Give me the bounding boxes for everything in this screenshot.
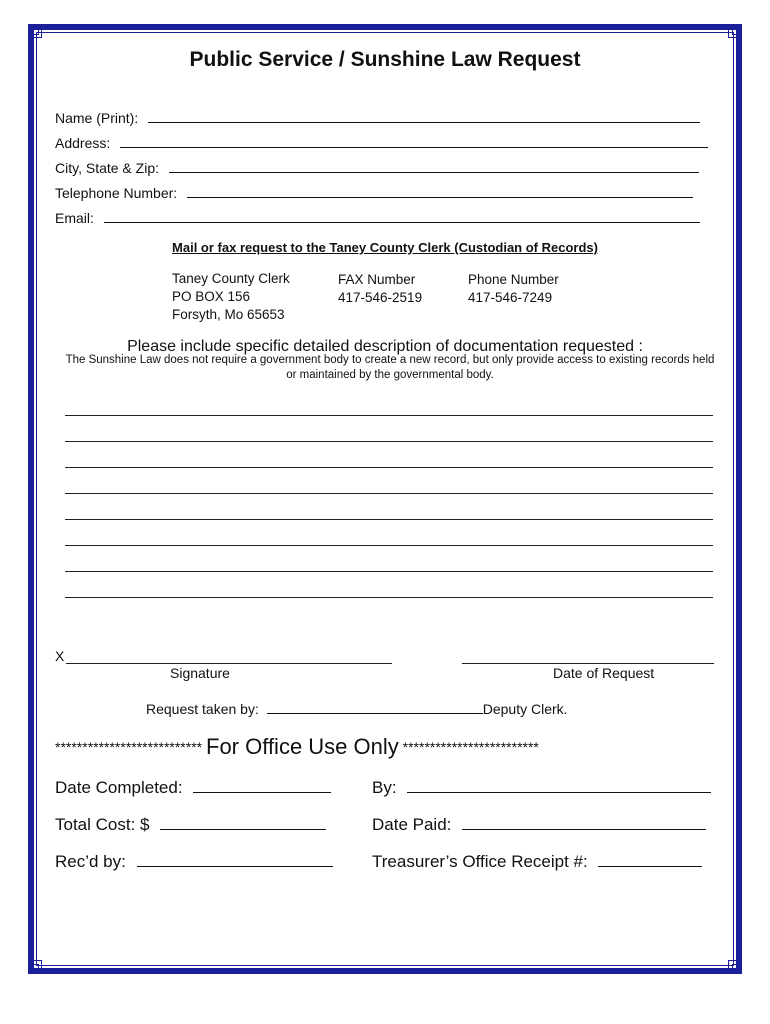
sunshine-note: The Sunshine Law does not require a government body to create a new record, but only provide access to existing records held or maintained by the governmental body.	[65, 354, 715, 381]
description-line[interactable]	[65, 441, 713, 442]
description-line[interactable]	[65, 597, 713, 598]
by-label: By:	[372, 778, 397, 797]
corner-ornament-bottom-right	[728, 960, 742, 974]
address-line[interactable]	[120, 136, 708, 148]
telephone-label: Telephone Number:	[55, 185, 178, 201]
corner-ornament-bottom-left	[28, 960, 42, 974]
total-cost-field[interactable]	[55, 815, 326, 835]
date-completed-label: Date Completed:	[55, 778, 183, 797]
clerk-address	[172, 270, 290, 324]
date-completed-field[interactable]	[55, 778, 331, 798]
date-paid-field[interactable]	[372, 815, 706, 835]
date-of-request-line[interactable]	[462, 663, 714, 664]
recd-by-field[interactable]	[55, 852, 333, 872]
telephone-line[interactable]	[187, 186, 693, 198]
name-field[interactable]	[55, 110, 700, 126]
by-field[interactable]	[372, 778, 711, 798]
date-of-request-label: Date of Request	[553, 665, 655, 681]
fax-label: FAX Number	[338, 272, 416, 287]
receipt-line[interactable]	[598, 855, 702, 867]
city-field[interactable]	[55, 160, 699, 176]
total-cost-line[interactable]	[160, 818, 326, 830]
phone-number: 417-546-7249	[468, 290, 553, 305]
city-line[interactable]	[169, 161, 699, 173]
clerk-city: Forsyth, Mo 65653	[172, 307, 285, 322]
email-field[interactable]	[55, 210, 700, 226]
date-completed-line[interactable]	[193, 781, 331, 793]
description-line[interactable]	[65, 493, 713, 494]
signature-line[interactable]	[66, 663, 392, 664]
description-line[interactable]	[65, 519, 713, 520]
deputy-clerk-label: Deputy Clerk.	[482, 701, 568, 717]
form-title: Public Service / Sunshine Law Request	[189, 48, 581, 71]
clerk-name: Taney County Clerk	[172, 271, 290, 286]
signature-x-mark: X	[55, 648, 65, 664]
fax-number: 417-546-2519	[338, 290, 423, 305]
request-taken-line[interactable]	[267, 702, 483, 714]
address-field[interactable]	[55, 135, 708, 151]
by-line[interactable]	[407, 781, 711, 793]
corner-ornament-top-right	[728, 24, 742, 38]
office-use-title: For Office Use Only	[206, 734, 399, 759]
receipt-label: Treasurer’s Office Receipt #:	[372, 852, 588, 871]
receipt-field[interactable]	[372, 852, 702, 872]
office-use-heading	[55, 734, 539, 760]
stars-right: *************************	[402, 739, 539, 755]
telephone-field[interactable]	[55, 185, 693, 201]
description-line[interactable]	[65, 415, 713, 416]
name-label: Name (Print):	[55, 110, 139, 126]
clerk-po-box: PO BOX 156	[172, 289, 251, 304]
description-line[interactable]	[65, 467, 713, 468]
phone-label: Phone Number	[468, 272, 559, 287]
description-prompt: Please include specific detailed description of documentation requested :	[127, 338, 643, 355]
recd-by-label: Rec’d by:	[55, 852, 126, 871]
city-label: City, State & Zip:	[55, 160, 159, 176]
recd-by-line[interactable]	[137, 855, 333, 867]
email-line[interactable]	[104, 211, 700, 223]
phone-block	[468, 271, 559, 307]
address-label: Address:	[55, 135, 111, 151]
email-label: Email:	[55, 210, 94, 226]
total-cost-label: Total Cost: $	[55, 815, 150, 834]
description-line[interactable]	[65, 571, 713, 572]
fax-block	[338, 271, 422, 307]
date-paid-line[interactable]	[462, 818, 706, 830]
request-taken-label: Request taken by:	[146, 701, 259, 717]
stars-left: ***************************	[55, 739, 203, 755]
mail-instruction: Mail or fax request to the Taney County Clerk (Custodian of Records)	[172, 240, 598, 255]
request-taken-by	[146, 701, 568, 717]
description-line[interactable]	[65, 545, 713, 546]
name-line[interactable]	[148, 111, 700, 123]
date-paid-label: Date Paid:	[372, 815, 452, 834]
signature-label: Signature	[170, 665, 230, 681]
corner-ornament-top-left	[28, 24, 42, 38]
